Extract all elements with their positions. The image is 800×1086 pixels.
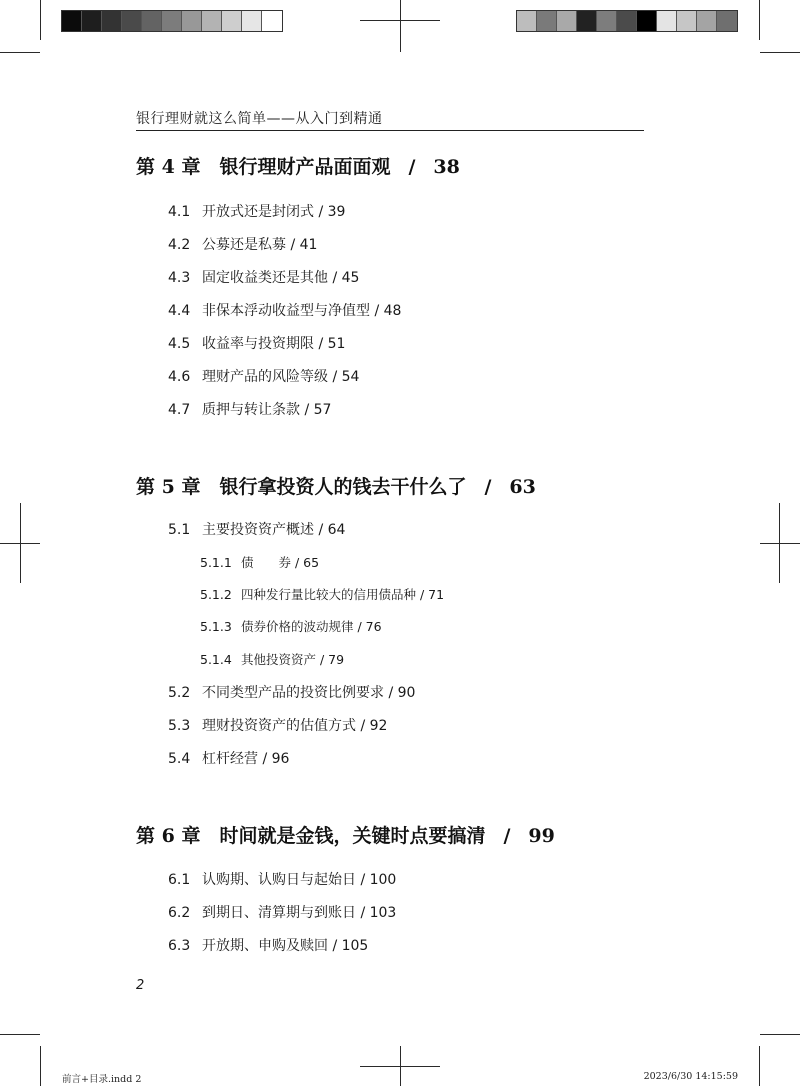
toc-subentry[interactable] — [200, 585, 444, 603]
entry-number: 5.1 — [168, 522, 191, 538]
subentry-text: 其他投资资产 / 79 — [241, 652, 345, 667]
color-swatch — [617, 11, 637, 31]
toc-entry[interactable] — [168, 201, 345, 221]
entry-text: 杠杆经营 / 96 — [202, 751, 290, 767]
toc-entry[interactable] — [168, 399, 331, 419]
entry-number: 4.3 — [168, 270, 191, 286]
entry-number: 4.6 — [168, 369, 191, 385]
header-rule — [136, 130, 644, 131]
entry-text: 不同类型产品的投资比例要求 / 90 — [202, 685, 416, 701]
chapter-page: 38 — [433, 156, 460, 178]
chapter-4-heading[interactable] — [136, 152, 460, 179]
timestamp-slug: 2023/6/30 14:15:59 — [643, 1071, 738, 1082]
chapter-5-heading[interactable] — [136, 472, 536, 499]
toc-subentry[interactable] — [200, 617, 382, 635]
entry-text: 认购期、认购日与起始日 / 100 — [202, 872, 397, 888]
crop-mark — [759, 0, 760, 40]
color-swatch — [697, 11, 717, 31]
crop-mark — [760, 1034, 800, 1035]
entry-text: 收益率与投资期限 / 51 — [202, 336, 346, 352]
color-swatch — [577, 11, 597, 31]
crop-mark — [0, 1034, 40, 1035]
chapter-title: 第 5 章 银行拿投资人的钱去干什么了 — [136, 476, 467, 498]
chapter-slash: / — [503, 825, 511, 847]
entry-number: 4.5 — [168, 336, 191, 352]
color-swatch — [517, 11, 537, 31]
chapter-page: 99 — [528, 825, 555, 847]
color-swatch — [557, 11, 577, 31]
registration-mark — [779, 503, 780, 583]
registration-mark — [20, 503, 21, 583]
toc-entry[interactable] — [168, 333, 345, 353]
toc-subentry[interactable] — [200, 553, 319, 571]
toc-entry[interactable] — [168, 748, 289, 768]
toc-entry[interactable] — [168, 869, 396, 889]
color-swatch — [717, 11, 737, 31]
chapter-slash: / — [484, 476, 492, 498]
file-slug: 前言+目录.indd 2 — [62, 1074, 142, 1085]
crop-mark — [0, 52, 40, 53]
entry-text: 开放式还是封闭式 / 39 — [202, 204, 346, 220]
toc-entry[interactable] — [168, 682, 415, 702]
toc-entry[interactable] — [168, 902, 396, 922]
toc-entry[interactable] — [168, 234, 317, 254]
color-swatch — [222, 11, 242, 31]
running-head: 银行理财就这么简单——从入门到精通 — [136, 111, 383, 127]
color-swatch — [262, 11, 282, 31]
color-swatch — [62, 11, 82, 31]
color-swatch — [657, 11, 677, 31]
entry-text: 理财产品的风险等级 / 54 — [202, 369, 360, 385]
entry-number: 6.3 — [168, 938, 191, 954]
subentry-number: 5.1.2 — [200, 587, 232, 602]
color-swatch — [102, 11, 122, 31]
entry-number: 4.1 — [168, 204, 191, 220]
color-swatch — [142, 11, 162, 31]
color-swatch — [202, 11, 222, 31]
entry-text: 质押与转让条款 / 57 — [202, 402, 332, 418]
entry-number: 4.7 — [168, 402, 191, 418]
color-bar-right — [516, 10, 738, 32]
toc-entry[interactable] — [168, 715, 387, 735]
toc-entry[interactable] — [168, 519, 345, 539]
chapter-page: 63 — [509, 476, 536, 498]
color-swatch — [597, 11, 617, 31]
crop-mark — [759, 1046, 760, 1086]
entry-text: 主要投资资产概述 / 64 — [202, 522, 346, 538]
subentry-number: 5.1.3 — [200, 619, 232, 634]
color-swatch — [182, 11, 202, 31]
chapter-title: 第 4 章 银行理财产品面面观 — [136, 156, 391, 178]
color-swatch — [242, 11, 262, 31]
color-swatch — [162, 11, 182, 31]
entry-number: 5.2 — [168, 685, 191, 701]
toc-subentry[interactable] — [200, 650, 344, 668]
entry-number: 4.4 — [168, 303, 191, 319]
entry-number: 5.3 — [168, 718, 191, 734]
chapter-6-heading[interactable] — [136, 821, 555, 848]
color-swatch — [122, 11, 142, 31]
entry-text: 开放期、申购及赎回 / 105 — [202, 938, 369, 954]
toc-entry[interactable] — [168, 366, 359, 386]
color-swatch — [677, 11, 697, 31]
page-number: 2 — [136, 978, 145, 993]
subentry-number: 5.1.1 — [200, 555, 232, 570]
color-swatch — [537, 11, 557, 31]
entry-text: 固定收益类还是其他 / 45 — [202, 270, 360, 286]
entry-text: 非保本浮动收益型与净值型 / 48 — [202, 303, 402, 319]
toc-entry[interactable] — [168, 267, 359, 287]
registration-mark — [760, 543, 800, 544]
chapter-title: 第 6 章 时间就是金钱，关键时点要搞清 — [136, 825, 486, 847]
crop-mark — [760, 52, 800, 53]
toc-entry[interactable] — [168, 300, 401, 320]
color-swatch — [82, 11, 102, 31]
entry-number: 5.4 — [168, 751, 191, 767]
color-swatch — [637, 11, 657, 31]
crop-mark — [40, 0, 41, 40]
subentry-number: 5.1.4 — [200, 652, 232, 667]
color-bar-left — [61, 10, 283, 32]
subentry-text: 债券价格的波动规律 / 76 — [241, 619, 382, 634]
entry-number: 6.1 — [168, 872, 191, 888]
subentry-text: 四种发行量比较大的信用债品种 / 71 — [241, 587, 445, 602]
entry-text: 到期日、清算期与到账日 / 103 — [202, 905, 397, 921]
entry-text: 公募还是私募 / 41 — [202, 237, 318, 253]
crop-mark — [40, 1046, 41, 1086]
entry-text: 理财投资资产的估值方式 / 92 — [202, 718, 388, 734]
chapter-slash: / — [408, 156, 416, 178]
subentry-text: 债 券 / 65 — [241, 555, 320, 570]
entry-number: 4.2 — [168, 237, 191, 253]
toc-entry[interactable] — [168, 935, 368, 955]
entry-number: 6.2 — [168, 905, 191, 921]
registration-mark — [400, 0, 401, 52]
registration-mark — [400, 1046, 401, 1086]
